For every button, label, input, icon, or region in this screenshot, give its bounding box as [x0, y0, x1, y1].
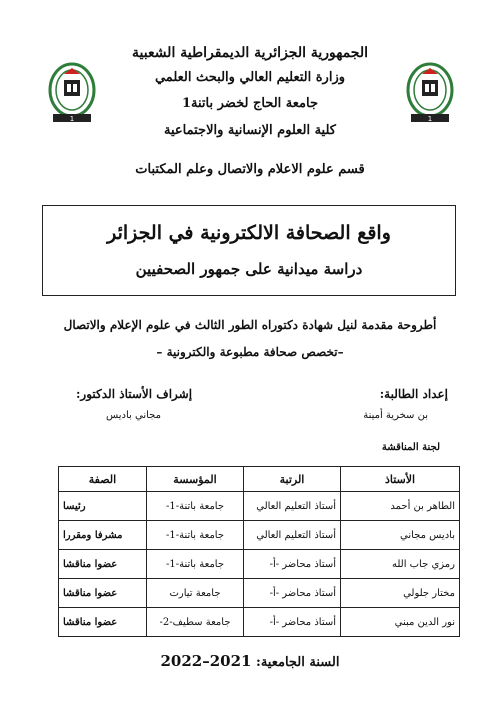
member-role: عضوا مناقشا	[59, 579, 147, 608]
logo-number: 1	[427, 115, 433, 123]
thesis-specialty: –تخصص صحافة مطبوعة والكترونية –	[156, 345, 344, 359]
member-role: عضوا مناقشا	[59, 550, 147, 579]
department-name: قسم علوم الاعلام والاتصال وعلم المكتبات	[135, 162, 365, 177]
member-name: مختار جلولي	[341, 579, 460, 608]
academic-year-value: 2021–2022	[160, 652, 252, 670]
column-header-rank: الرتبة	[244, 467, 341, 492]
supervisor-name: مجاني باديس	[106, 410, 161, 421]
academic-year	[0, 652, 500, 670]
table-row	[59, 550, 460, 579]
member-rank: أستاذ التعليم العالي	[244, 521, 341, 550]
committee-table	[58, 466, 460, 637]
member-institution: جامعة سطيف-2-	[147, 608, 244, 637]
title-box	[42, 205, 456, 296]
column-header-institution: المؤسسة	[147, 467, 244, 492]
member-rank: أستاذ محاضر -أ-	[244, 608, 341, 637]
table-row	[59, 492, 460, 521]
member-rank: أستاذ محاضر -أ-	[244, 550, 341, 579]
member-name: نور الدين مبني	[341, 608, 460, 637]
member-institution: جامعة باتنة-1-	[147, 492, 244, 521]
ministry-name: وزارة التعليم العالي والبحث العلمي	[154, 70, 346, 85]
table-row	[59, 579, 460, 608]
member-role: مشرفا ومقررا	[59, 521, 147, 550]
member-rank: أستاذ محاضر -أ-	[244, 579, 341, 608]
faculty-name: كلية العلوم الإنسانية والاجتماعية	[164, 123, 336, 138]
academic-year-label: السنة الجامعية:	[256, 655, 340, 670]
member-institution: جامعة باتنة-1-	[147, 550, 244, 579]
member-rank: أستاذ التعليم العالي	[244, 492, 341, 521]
member-role: عضوا مناقشا	[59, 608, 147, 637]
member-role: رئيسا	[59, 492, 147, 521]
member-name: الطاهر بن أحمد	[341, 492, 460, 521]
thesis-subtitle: دراسة ميدانية على جمهور الصحفيين	[135, 260, 363, 278]
table-row	[59, 521, 460, 550]
thesis-title: واقع الصحافة الالكترونية في الجزائر	[107, 222, 391, 244]
student-name: بن سخرية أمينة	[363, 410, 428, 421]
member-name: رمزي جاب الله	[341, 550, 460, 579]
column-header-role: الصفة	[59, 467, 147, 492]
supervisor-label: إشراف الأستاذ الدكتور:	[76, 387, 193, 401]
university-name: جامعة الحاج لخضر باتنة1	[181, 96, 319, 111]
student-label: إعداد الطالبة:	[379, 387, 448, 401]
thesis-description: أطروحة مقدمة لنيل شهادة دكتوراه الطور الثالث في علوم الإعلام والاتصال	[63, 318, 437, 332]
table-header-row	[59, 467, 460, 492]
table-row	[59, 608, 460, 637]
column-header-professor: الأستاذ	[341, 467, 460, 492]
member-name: باديس مجاني	[341, 521, 460, 550]
committee-label: لجنة المناقشة	[381, 442, 440, 453]
member-institution: جامعة باتنة-1-	[147, 521, 244, 550]
member-institution: جامعة تيارت	[147, 579, 244, 608]
logo-number: 1	[69, 115, 75, 123]
republic-name: الجمهورية الجزائرية الديمقراطية الشعبية	[131, 45, 368, 61]
